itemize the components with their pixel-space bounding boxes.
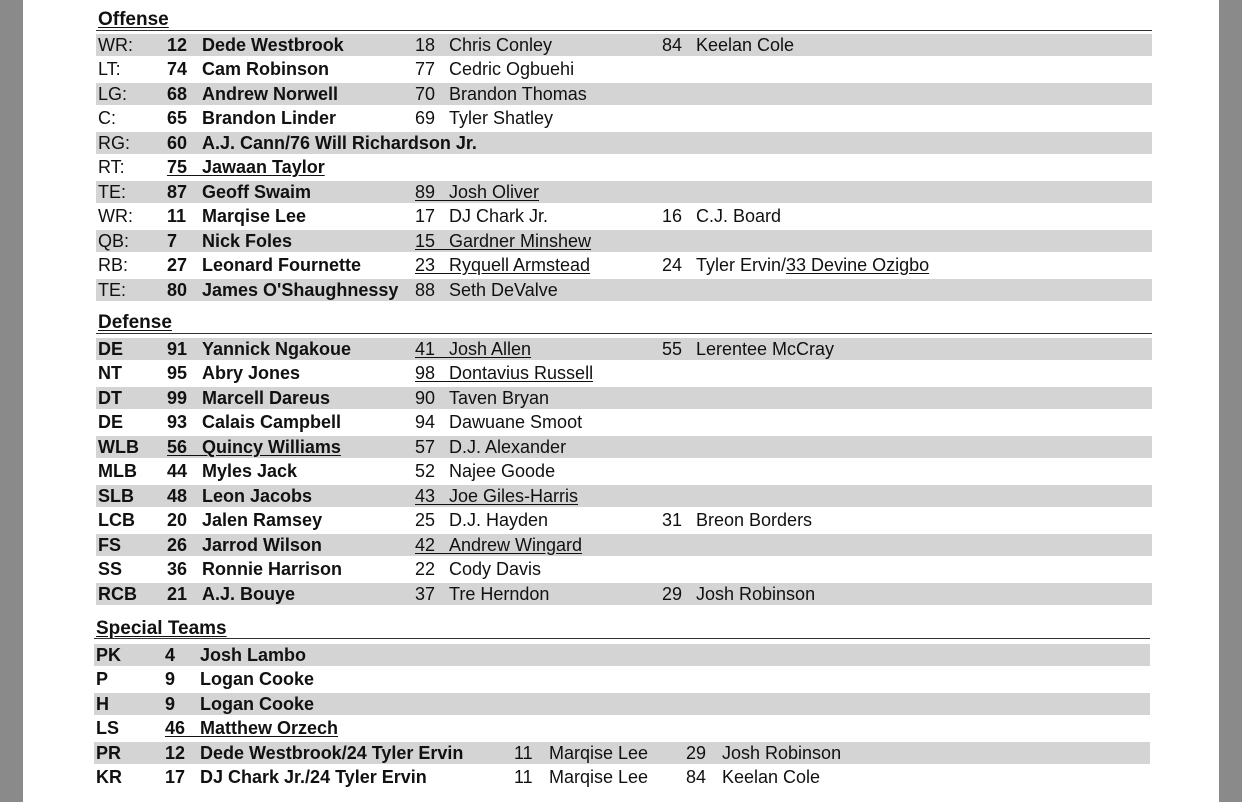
depth-row	[96, 411, 1152, 433]
backup-name-part: Cedric Ogbuehi	[449, 59, 575, 79]
starter-name	[202, 254, 361, 276]
backup-number: 22	[415, 559, 436, 579]
starter-name	[202, 58, 329, 80]
third-string-name-part: Keelan Cole	[722, 767, 821, 787]
underline-gap	[435, 181, 449, 203]
starter-name-part: Cam Robinson	[202, 59, 330, 79]
backup-name-part: Dontavius Russell	[449, 363, 594, 383]
backup-name-part: Marqise Lee	[549, 767, 649, 787]
starter-number: 46	[165, 718, 186, 738]
starter-name	[202, 181, 311, 203]
starter-name-part: DJ Chark Jr./24 Tyler Ervin	[200, 767, 427, 787]
backup-number: 89	[415, 182, 436, 202]
starter-number: 27	[167, 255, 188, 275]
starter-name	[200, 717, 338, 739]
starter-name-part: Marcell Dareus	[202, 388, 331, 408]
starter-name	[202, 583, 295, 605]
starter-name-part: Dede Westbrook	[202, 35, 344, 55]
third-string-name	[696, 338, 834, 360]
starter-name-part: James O'Shaughnessy	[202, 280, 399, 300]
starter-number: 99	[167, 388, 188, 408]
starter-number: 68	[167, 84, 188, 104]
starter-name	[202, 558, 342, 580]
starter-name	[200, 693, 314, 715]
starter-name	[202, 230, 292, 252]
starter-name-part: Nick Foles	[202, 231, 293, 251]
depth-row	[96, 58, 1152, 80]
starter-number: 4	[165, 645, 176, 665]
backup-name	[449, 460, 555, 482]
backup-name	[449, 485, 578, 507]
starter-name-part: Jarrod Wilson	[202, 535, 322, 555]
starter-number: 87	[167, 182, 188, 202]
depth-row	[96, 583, 1152, 605]
depth-row	[96, 279, 1152, 301]
backup-number: 98	[415, 363, 436, 383]
section-rule	[94, 638, 1150, 639]
depth-row	[96, 387, 1152, 409]
starter-number: 56	[167, 437, 188, 457]
starter-name	[202, 411, 341, 433]
backup-name	[449, 509, 548, 531]
position-label: P	[96, 669, 109, 689]
backup-name	[449, 362, 593, 384]
third-string-name-part: Lerentee McCray	[696, 339, 835, 359]
starter-number: 60	[167, 133, 188, 153]
starter-name	[202, 205, 306, 227]
backup-number: 23	[415, 255, 436, 275]
starter-name	[202, 436, 341, 458]
starter-name-part: Brandon Linder	[202, 108, 336, 128]
starter-name-part: Dede Westbrook/24 Tyler Ervin	[200, 743, 464, 763]
backup-name-part: Najee Goode	[449, 461, 556, 481]
backup-name	[449, 34, 552, 56]
third-string-number: 55	[662, 339, 683, 359]
starter-name	[202, 156, 325, 178]
starter-number: 95	[167, 363, 188, 383]
backup-name-part: Brandon Thomas	[449, 84, 587, 104]
third-string-name-part: Keelan Cole	[696, 35, 795, 55]
depth-row	[96, 485, 1152, 507]
starter-name-part: Logan Cooke	[200, 669, 315, 689]
backup-name	[449, 254, 590, 276]
position-label: WR:	[98, 206, 133, 226]
depth-row	[96, 156, 1152, 178]
starter-name	[200, 668, 314, 690]
starter-number: 36	[167, 559, 188, 579]
starter-name	[200, 644, 306, 666]
backup-number: 52	[415, 461, 436, 481]
underline-gap	[187, 156, 202, 178]
underline-gap	[435, 362, 449, 384]
backup-name	[449, 583, 549, 605]
third-string-number: 84	[686, 767, 707, 787]
starter-number: 80	[167, 280, 188, 300]
backup-name-part: Tre Herndon	[449, 584, 550, 604]
starter-name-part: Josh Lambo	[200, 645, 307, 665]
third-string-name-part: C.J. Board	[696, 206, 782, 226]
depth-row	[96, 132, 1152, 154]
underline-gap	[435, 534, 449, 556]
backup-number: 11	[514, 767, 533, 787]
section-title: Defense	[98, 312, 172, 333]
position-label: MLB	[98, 461, 137, 481]
starter-name-part: Jawaan Taylor	[202, 157, 325, 177]
underline-gap	[435, 230, 449, 252]
third-string-number: 84	[662, 35, 683, 55]
starter-name-part: Andrew Norwell	[202, 84, 339, 104]
third-string-name-part: 33 Devine Ozigbo	[786, 255, 930, 275]
starter-name-part: Jalen Ramsey	[202, 510, 323, 530]
third-string-name-part: Josh Robinson	[722, 743, 842, 763]
backup-name-part: Andrew Wingard	[449, 535, 583, 555]
section-title: Offense	[98, 9, 169, 30]
underline-gap	[435, 338, 449, 360]
depth-row	[96, 230, 1152, 252]
position-label: DE	[98, 339, 124, 359]
backup-number: 11	[514, 743, 533, 763]
position-label: PK	[96, 645, 122, 665]
backup-number: 57	[415, 437, 436, 457]
starter-number: 21	[167, 584, 188, 604]
backup-number: 15	[415, 231, 436, 251]
depth-row	[96, 558, 1152, 580]
backup-number: 94	[415, 412, 436, 432]
underline-gap	[435, 254, 449, 276]
position-label: RT:	[98, 157, 125, 177]
third-string-number: 24	[662, 255, 683, 275]
backup-name-part: Ryquell Armstead	[449, 255, 591, 275]
starter-name-part: Calais Campbell	[202, 412, 342, 432]
backup-number: 41	[415, 339, 436, 359]
third-string-name	[696, 254, 929, 276]
backup-name	[449, 181, 539, 203]
backup-name	[449, 411, 582, 433]
position-label: LCB	[98, 510, 135, 530]
depth-row	[94, 766, 1150, 788]
backup-number: 18	[415, 35, 436, 55]
section-rule	[96, 333, 1152, 334]
starter-number: 12	[165, 743, 186, 763]
starter-number: 44	[167, 461, 188, 481]
backup-name-part: DJ Chark Jr.	[449, 206, 549, 226]
starter-name-part: Logan Cooke	[200, 694, 315, 714]
position-label: DT	[98, 388, 122, 408]
backup-name	[549, 766, 648, 788]
backup-name	[449, 205, 548, 227]
position-label: RB:	[98, 255, 129, 275]
starter-number: 11	[167, 206, 187, 226]
backup-number: 25	[415, 510, 436, 530]
backup-number: 90	[415, 388, 436, 408]
position-label: WR:	[98, 35, 133, 55]
position-label: RCB	[98, 584, 137, 604]
starter-number: 91	[167, 339, 188, 359]
position-label: QB:	[98, 231, 130, 251]
starter-name	[202, 534, 322, 556]
position-label: RG:	[98, 133, 131, 153]
starter-name-part: Myles Jack	[202, 461, 298, 481]
starter-name	[202, 387, 330, 409]
third-string-name	[722, 742, 841, 764]
backup-name	[449, 230, 591, 252]
position-label: PR	[96, 743, 122, 763]
depth-row	[96, 205, 1152, 227]
section-rule	[96, 30, 1152, 31]
starter-number: 9	[165, 694, 176, 714]
position-label: LT:	[98, 59, 121, 79]
starter-name-part: Geoff Swaim	[202, 182, 312, 202]
backup-name	[449, 58, 574, 80]
depth-row	[96, 83, 1152, 105]
backup-name	[449, 83, 587, 105]
starter-number: 26	[167, 535, 188, 555]
starter-number: 7	[167, 231, 178, 251]
backup-name	[449, 338, 531, 360]
starter-name	[202, 509, 322, 531]
depth-row	[96, 534, 1152, 556]
starter-name	[200, 742, 463, 764]
third-string-name	[696, 34, 794, 56]
depth-row	[96, 107, 1152, 129]
backup-number: 43	[415, 486, 436, 506]
third-string-number: 16	[662, 206, 683, 226]
starter-name-part: Ronnie Harrison	[202, 559, 343, 579]
depth-row	[96, 436, 1152, 458]
depth-row	[96, 509, 1152, 531]
starter-name-part: Marqise Lee	[202, 206, 307, 226]
backup-name-part: Dawuane Smoot	[449, 412, 583, 432]
backup-number: 77	[415, 59, 436, 79]
backup-name-part: Josh Allen	[449, 339, 532, 359]
backup-name-part: Seth DeValve	[449, 280, 558, 300]
position-label: H	[96, 694, 109, 714]
backup-name	[449, 436, 566, 458]
starter-number: 74	[167, 59, 188, 79]
third-string-number: 29	[686, 743, 707, 763]
starter-name-part: Leonard Fournette	[202, 255, 362, 275]
starter-name	[202, 107, 336, 129]
starter-number: 17	[165, 767, 186, 787]
starter-name-part: Leon Jacobs	[202, 486, 313, 506]
backup-number: 69	[415, 108, 436, 128]
starter-number: 9	[165, 669, 176, 689]
depth-row	[94, 668, 1150, 690]
starter-number: 48	[167, 486, 188, 506]
starter-name	[202, 34, 344, 56]
backup-name-part: Taven Bryan	[449, 388, 550, 408]
starter-name	[202, 460, 297, 482]
backup-number: 37	[415, 584, 436, 604]
position-label: SS	[98, 559, 123, 579]
backup-name	[449, 107, 553, 129]
starter-number: 20	[167, 510, 188, 530]
starter-name	[202, 485, 312, 507]
backup-number: 17	[415, 206, 436, 226]
position-label: DE	[98, 412, 124, 432]
depth-row	[96, 362, 1152, 384]
starter-name-part: Abry Jones	[202, 363, 301, 383]
starter-name	[202, 362, 300, 384]
backup-name-part: Marqise Lee	[549, 743, 649, 763]
starter-name	[200, 766, 427, 788]
backup-name-part: Chris Conley	[449, 35, 553, 55]
backup-name-part: Tyler Shatley	[449, 108, 554, 128]
third-string-name	[722, 766, 820, 788]
depth-chart-page	[23, 0, 1219, 802]
backup-number: 70	[415, 84, 436, 104]
starter-name-part: Quincy Williams	[202, 437, 341, 457]
position-label: C:	[98, 108, 116, 128]
starter-number: 12	[167, 35, 188, 55]
third-string-name-part: Breon Borders	[696, 510, 813, 530]
backup-name	[449, 387, 549, 409]
third-string-name	[696, 509, 812, 531]
position-label: TE:	[98, 182, 127, 202]
third-string-name	[696, 583, 815, 605]
position-label: LG:	[98, 84, 128, 104]
backup-name-part: D.J. Alexander	[449, 437, 567, 457]
depth-row	[94, 717, 1150, 739]
backup-name-part: D.J. Hayden	[449, 510, 549, 530]
position-label: SLB	[98, 486, 134, 506]
starter-name-part: A.J. Bouye	[202, 584, 296, 604]
backup-number: 88	[415, 280, 436, 300]
depth-row	[96, 254, 1152, 276]
third-string-name-part: Josh Robinson	[696, 584, 816, 604]
starter-number: 93	[167, 412, 188, 432]
third-string-name	[696, 205, 781, 227]
depth-row	[96, 338, 1152, 360]
depth-row	[94, 644, 1150, 666]
third-string-name-part: Tyler Ervin/	[696, 255, 787, 275]
backup-name-part: Gardner Minshew	[449, 231, 592, 251]
depth-row	[94, 693, 1150, 715]
position-label: NT	[98, 363, 122, 383]
starter-name-part: Yannick Ngakoue	[202, 339, 352, 359]
starter-name	[202, 338, 351, 360]
backup-name	[449, 558, 541, 580]
starter-name-part: A.J. Cann/76 Will Richardson Jr.	[202, 133, 477, 153]
starter-name-part: Matthew Orzech	[200, 718, 339, 738]
underline-gap	[185, 717, 200, 739]
section-title: Special Teams	[96, 618, 227, 639]
position-label: WLB	[98, 437, 139, 457]
position-label: KR	[96, 767, 122, 787]
position-label: FS	[98, 535, 122, 555]
starter-name	[202, 83, 338, 105]
depth-row	[96, 181, 1152, 203]
starter-name	[202, 132, 477, 154]
depth-row	[96, 460, 1152, 482]
underline-gap	[435, 485, 449, 507]
third-string-number: 31	[662, 510, 683, 530]
backup-number: 42	[415, 535, 436, 555]
backup-name-part: Josh Oliver	[449, 182, 540, 202]
depth-row	[96, 34, 1152, 56]
backup-name	[549, 742, 648, 764]
backup-name	[449, 279, 558, 301]
starter-number: 65	[167, 108, 188, 128]
backup-name	[449, 534, 582, 556]
third-string-number: 29	[662, 584, 683, 604]
depth-row	[94, 742, 1150, 764]
underline-gap	[187, 436, 202, 458]
starter-number: 75	[167, 157, 188, 177]
position-label: LS	[96, 718, 120, 738]
position-label: TE:	[98, 280, 127, 300]
backup-name-part: Joe Giles-Harris	[449, 486, 579, 506]
backup-name-part: Cody Davis	[449, 559, 542, 579]
starter-name	[202, 279, 398, 301]
